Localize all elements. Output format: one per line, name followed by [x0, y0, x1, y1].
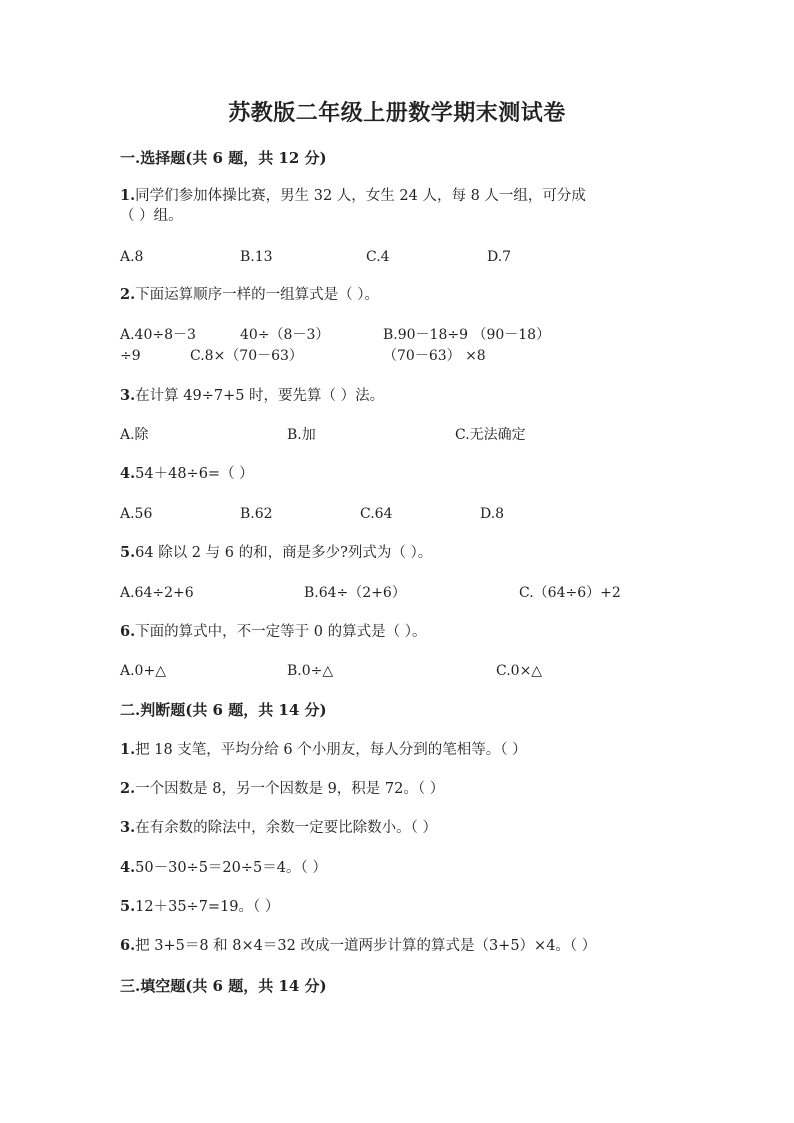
question-number: 1. — [120, 187, 136, 204]
option-b: B.62 — [240, 506, 273, 522]
option-b: B.64÷（2+6） — [304, 585, 406, 601]
question-number: 4. — [120, 465, 136, 482]
question-text: 50－30÷5＝20÷5＝4。（ ） — [135, 860, 327, 876]
judgment-question-4 — [120, 858, 327, 878]
question-number: 4. — [120, 859, 136, 876]
option-c-expression: （70－63） ×8 — [383, 348, 486, 364]
option-a: A.64÷2+6 — [120, 585, 194, 601]
question-number: 2. — [120, 286, 136, 303]
section-heading-choice: 一.选择题(共 6 题，共 12 分) — [120, 149, 327, 167]
question-text: 在计算 49÷7+5 时，要先算（ ）法。 — [135, 388, 385, 404]
question-number: 1. — [120, 741, 136, 758]
question-text: 把 3+5＝8 和 8×4＝32 改成一道两步计算的算式是（3+5）×4。（ ） — [135, 938, 597, 954]
judgment-question-3 — [120, 818, 437, 838]
question-number: 2. — [120, 780, 136, 797]
option-b: B.0÷△ — [287, 663, 334, 679]
option-a: A.56 — [120, 506, 153, 522]
option-a: A.40÷8－3 — [120, 327, 196, 343]
option-b: B.加 — [287, 427, 316, 443]
option-c: C.0×△ — [496, 663, 543, 679]
option-c: C.4 — [366, 249, 390, 265]
question-number: 6. — [120, 623, 136, 640]
question-number: 5. — [120, 898, 136, 915]
question-number: 5. — [120, 544, 136, 561]
page-title: 苏教版二年级上册数学期末测试卷 — [228, 100, 566, 126]
option-c: C.8×（70－63） — [190, 348, 303, 364]
judgment-question-5 — [120, 897, 279, 917]
option-a: A.0+△ — [120, 663, 166, 679]
option-d: D.7 — [487, 249, 512, 265]
question-number: 3. — [120, 819, 136, 836]
option-b-continuation: ÷9 — [120, 348, 141, 364]
choice-question-4 — [120, 464, 254, 484]
question-text: 同学们参加体操比赛，男生 32 人，女生 24 人，每 8 人一组，可分成 — [135, 188, 586, 204]
judgment-question-1 — [120, 740, 527, 760]
choice-question-2 — [120, 285, 379, 305]
question-text: 54＋48÷6=（ ） — [135, 466, 254, 482]
option-a: A.8 — [120, 249, 144, 265]
judgment-question-2 — [120, 779, 444, 799]
question-text: 下面的算式中，不一定等于 0 的算式是（ ）。 — [135, 624, 427, 640]
option-d: D.8 — [480, 506, 505, 522]
section-heading-fill-in: 三.填空题(共 6 题，共 14 分) — [120, 977, 327, 995]
option-c: C.64 — [360, 506, 393, 522]
choice-question-1-line2: （ ）组。 — [120, 208, 183, 224]
option-c: C.（64÷6）+2 — [519, 585, 621, 601]
option-c: C.无法确定 — [455, 427, 526, 443]
choice-question-5 — [120, 543, 432, 563]
option-a: A.除 — [120, 427, 149, 443]
question-text: 下面运算顺序一样的一组算式是（ ）。 — [135, 287, 379, 303]
question-text: 12＋35÷7=19。（ ） — [135, 899, 280, 915]
section-heading-judgment: 二.判断题(共 6 题，共 14 分) — [120, 701, 327, 719]
option-b: B.13 — [240, 249, 273, 265]
question-text: 把 18 支笔，平均分给 6 个小朋友，每人分到的笔相等。（ ） — [135, 742, 527, 758]
judgment-question-6 — [120, 936, 596, 956]
option-b: B.90－18÷9 （90－18） — [383, 327, 551, 343]
question-text: 在有余数的除法中，余数一定要比除数小。（ ） — [135, 820, 437, 836]
question-number: 3. — [120, 387, 136, 404]
question-text: 64 除以 2 与 6 的和，商是多少?列式为（ ）。 — [135, 545, 433, 561]
question-number: 6. — [120, 937, 136, 954]
choice-question-3 — [120, 386, 384, 406]
choice-question-1 — [120, 186, 586, 206]
choice-question-6 — [120, 622, 426, 642]
question-text: 一个因数是 8，另一个因数是 9，积是 72。（ ） — [135, 781, 445, 797]
option-a-expression: 40÷（8－3） — [240, 327, 330, 343]
